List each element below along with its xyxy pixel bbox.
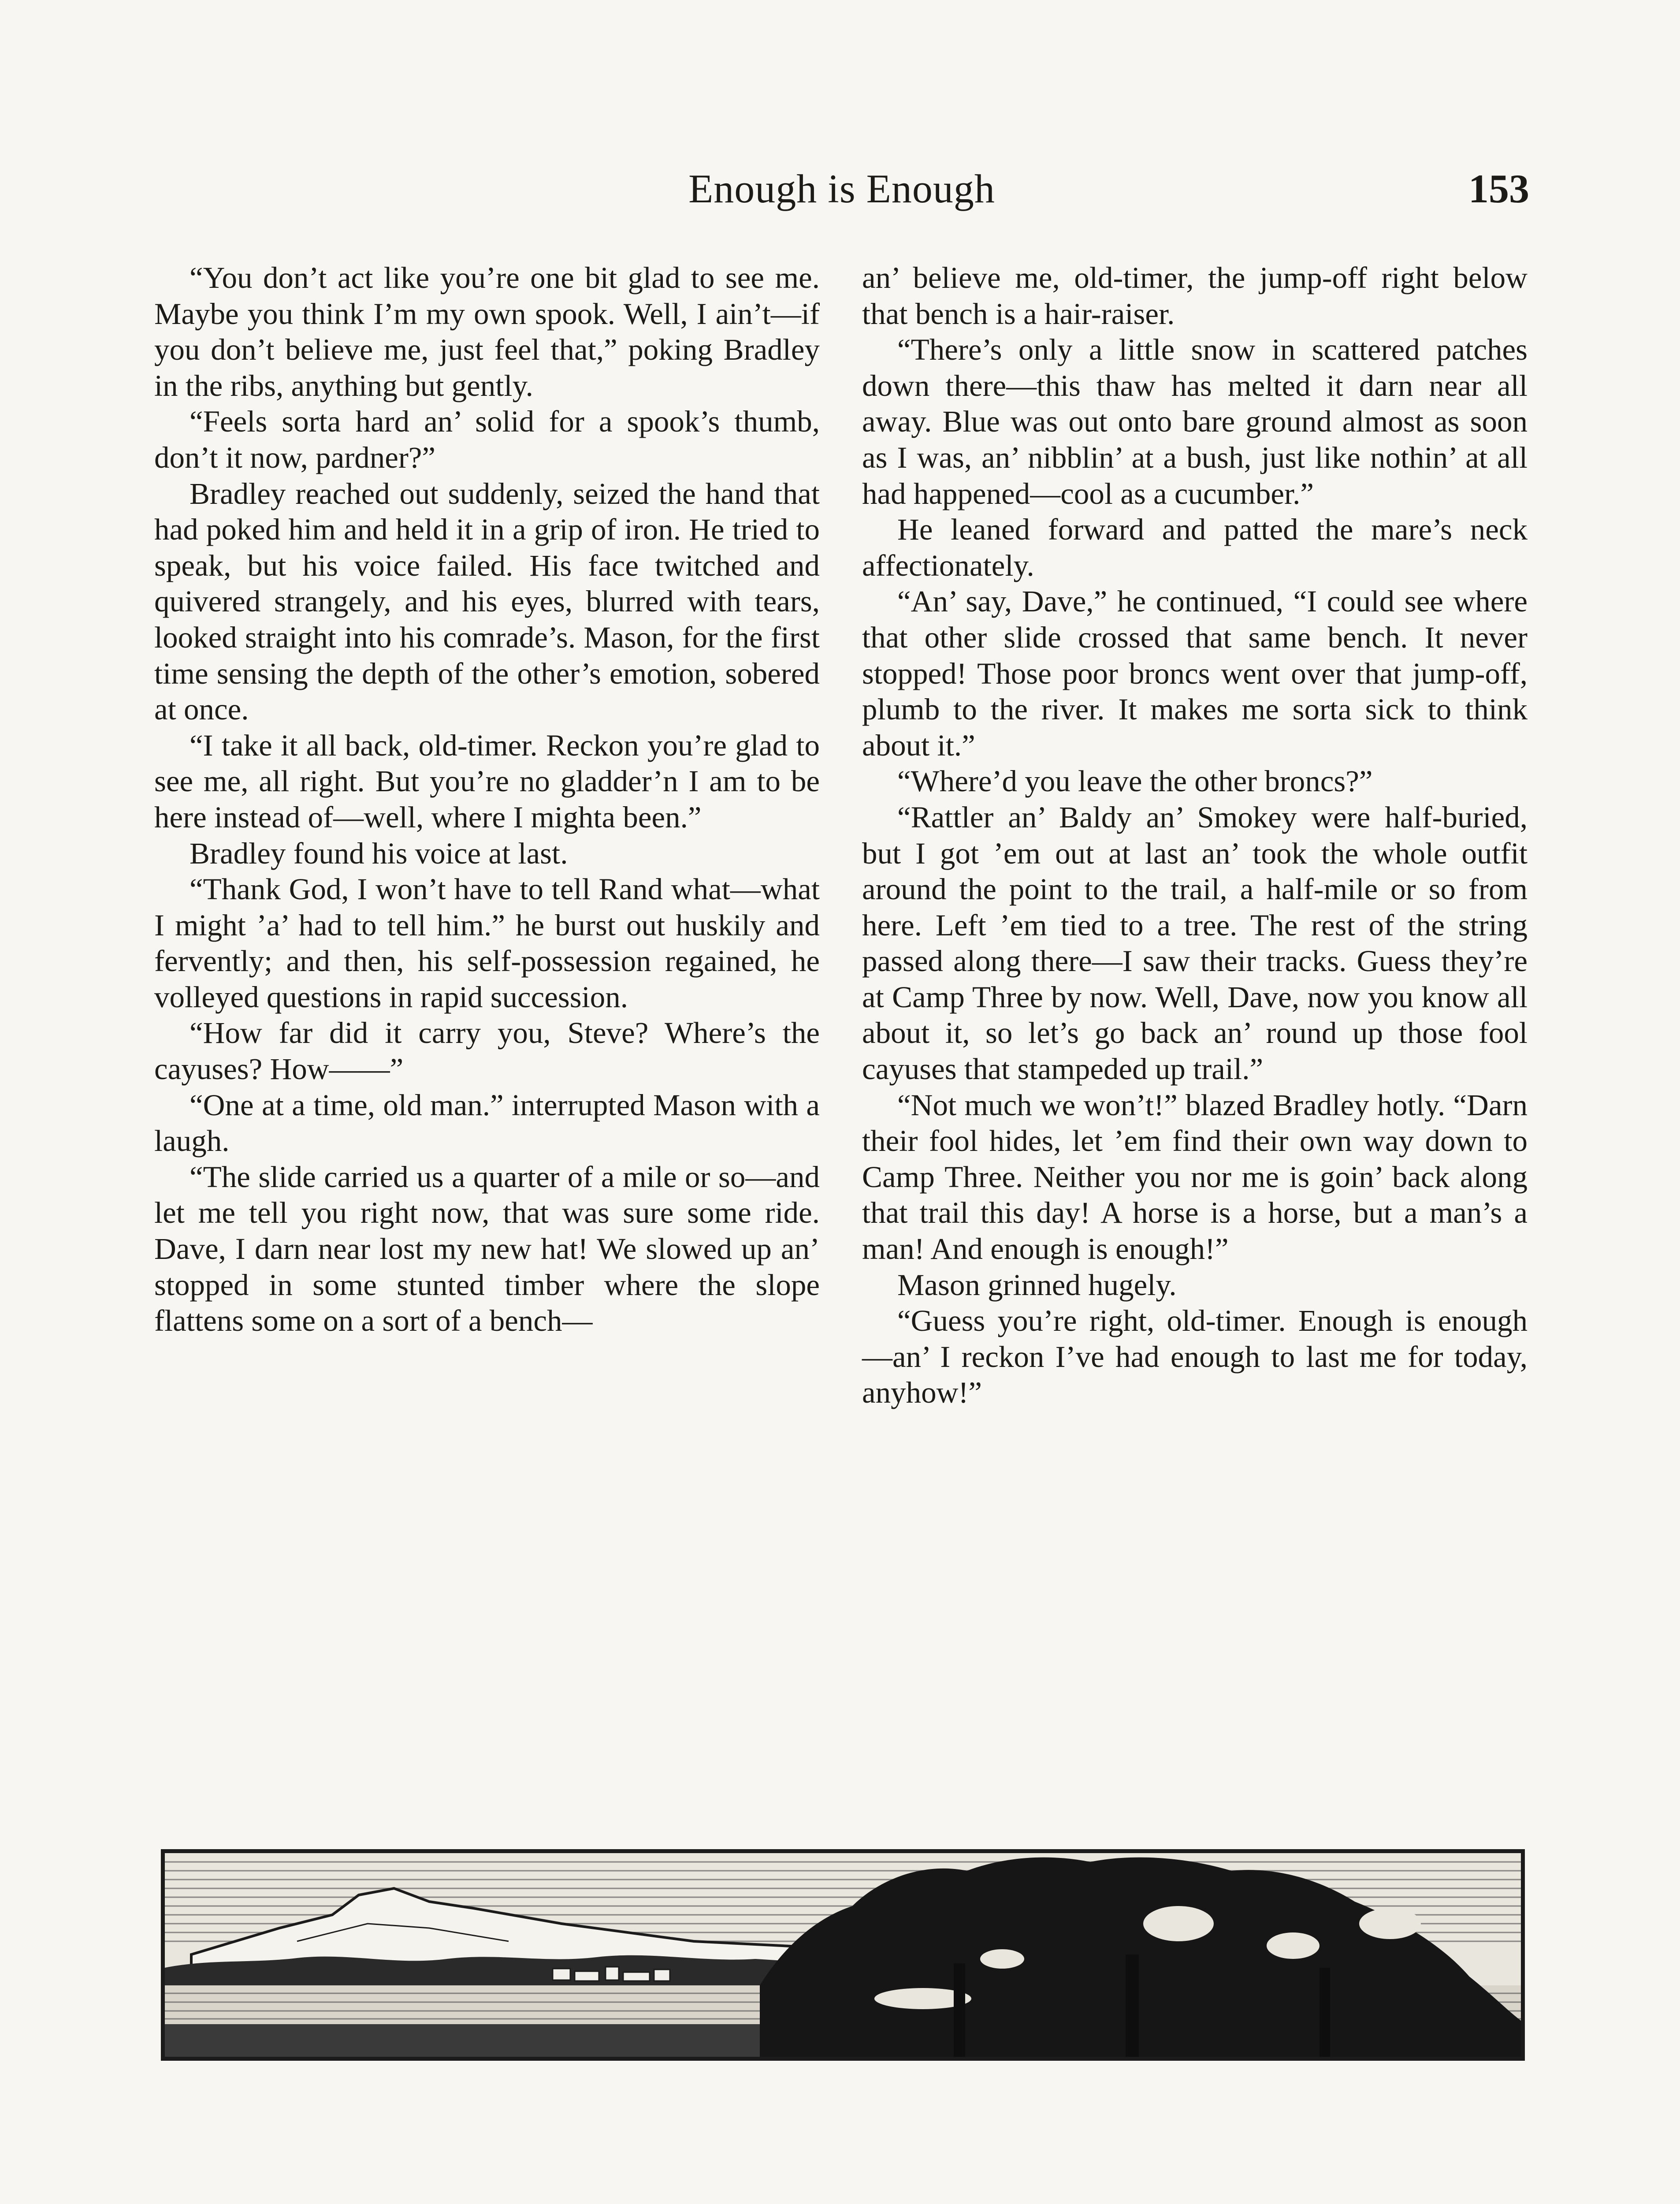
paragraph: Mason grinned hugely. [897, 1268, 1177, 1302]
continued-paragraph: an’ believe me, old-timer, the jump-off right below that bench is a hair-raiser. [862, 261, 1528, 331]
landscape-illustration [161, 1849, 1525, 2061]
paragraph: “Rattler an’ Baldy an’ Smokey were half-buried, but I got ’em out at last an’ took the whole outfit around the point to the trail, a half-mile or so from here. Left ’em tied to a tree. The rest of the string passed along there—I saw their tracks. Guess they’re at Camp Three by now. Well, Dave, now you know all about it, so let’s go back an’ round up those fool cayuses that stampeded up trail.” [862, 800, 1528, 1086]
paragraph: “There’s only a little snow in scattered patches down there—this thaw has melted it darn near all away. Blue was out onto bare ground almost as soon as I was, an’ nibblin’ at a bush, just like nothin’ at all had happened—cool as a cucumber.” [862, 333, 1528, 510]
paragraph: He leaned forward and patted the mare’s neck affectionately. [862, 513, 1528, 582]
paragraph: Bradley found his voice at last. [190, 836, 568, 870]
page-header [154, 165, 1529, 223]
right-column [862, 260, 1528, 1411]
paragraph: “The slide carried us a quarter of a mile or so—and let me tell you right now, that was sure some ride. Dave, I darn near lost my new hat! We slowed up an’ stopped in some stunted timber where the slope flattens some on a sort of a bench— [154, 1160, 820, 1338]
landscape-engraving [165, 1853, 1521, 2057]
paragraph: “I take it all back, old-timer. Reckon you’re glad to see me, all right. But you’re no gladder’n I am to be here instead of—well, where I mighta been.” [154, 728, 820, 834]
paragraph: “Where’d you leave the other broncs?” [897, 764, 1373, 798]
paragraph: “You don’t act like you’re one bit glad to see me. Maybe you think I’m my own spook. Well, I ain’t—if you don’t believe me, just feel that,” poking Bradley in the ribs, anything but gently. [154, 261, 820, 402]
paragraph: “How far did it carry you, Steve? Where’s the cayuses? How——” [154, 1016, 820, 1086]
running-title: Enough is Enough [688, 166, 995, 211]
paragraph: “Guess you’re right, old-timer. Enough is enough—an’ I reckon I’ve had enough to last me for today, anyhow!” [862, 1304, 1528, 1410]
paragraph: “An’ say, Dave,” he continued, “I could see where that other slide crossed that same bench. It never stopped! Those poor broncs went over that jump-off, plumb to the river. It makes me sorta sick to think about it.” [862, 585, 1528, 762]
paragraph: “Not much we won’t!” blazed Bradley hotly. “Darn their fool hides, let ’em find their own way down to Camp Three. Neither you nor me is goin’ back along that trail this day! A horse is a horse, but a man’s a man! And enough is enough!” [862, 1088, 1528, 1266]
page-number: 153 [1468, 166, 1529, 211]
paragraph: Bradley reached out suddenly, seized the hand that had poked him and held it in a grip of iron. He tried to speak, but his voice failed. His face twitched and quivered strangely, and his eyes, blurred with tears, looked straight into his comrade’s. Mason, for the first time sensing the depth of the other’s emotion, sobered at once. [154, 477, 820, 726]
paragraph: “Thank God, I won’t have to tell Rand what—what I might ’a’ had to tell him.” he burst out huskily and fervently; and then, his self-possession regained, he volleyed questions in rapid succession. [154, 872, 820, 1014]
left-column [154, 260, 820, 1339]
paragraph: “One at a time, old man.” interrupted Mason with a laugh. [154, 1088, 820, 1158]
paragraph: “Feels sorta hard an’ solid for a spook’s thumb, don’t it now, pardner?” [154, 405, 820, 474]
